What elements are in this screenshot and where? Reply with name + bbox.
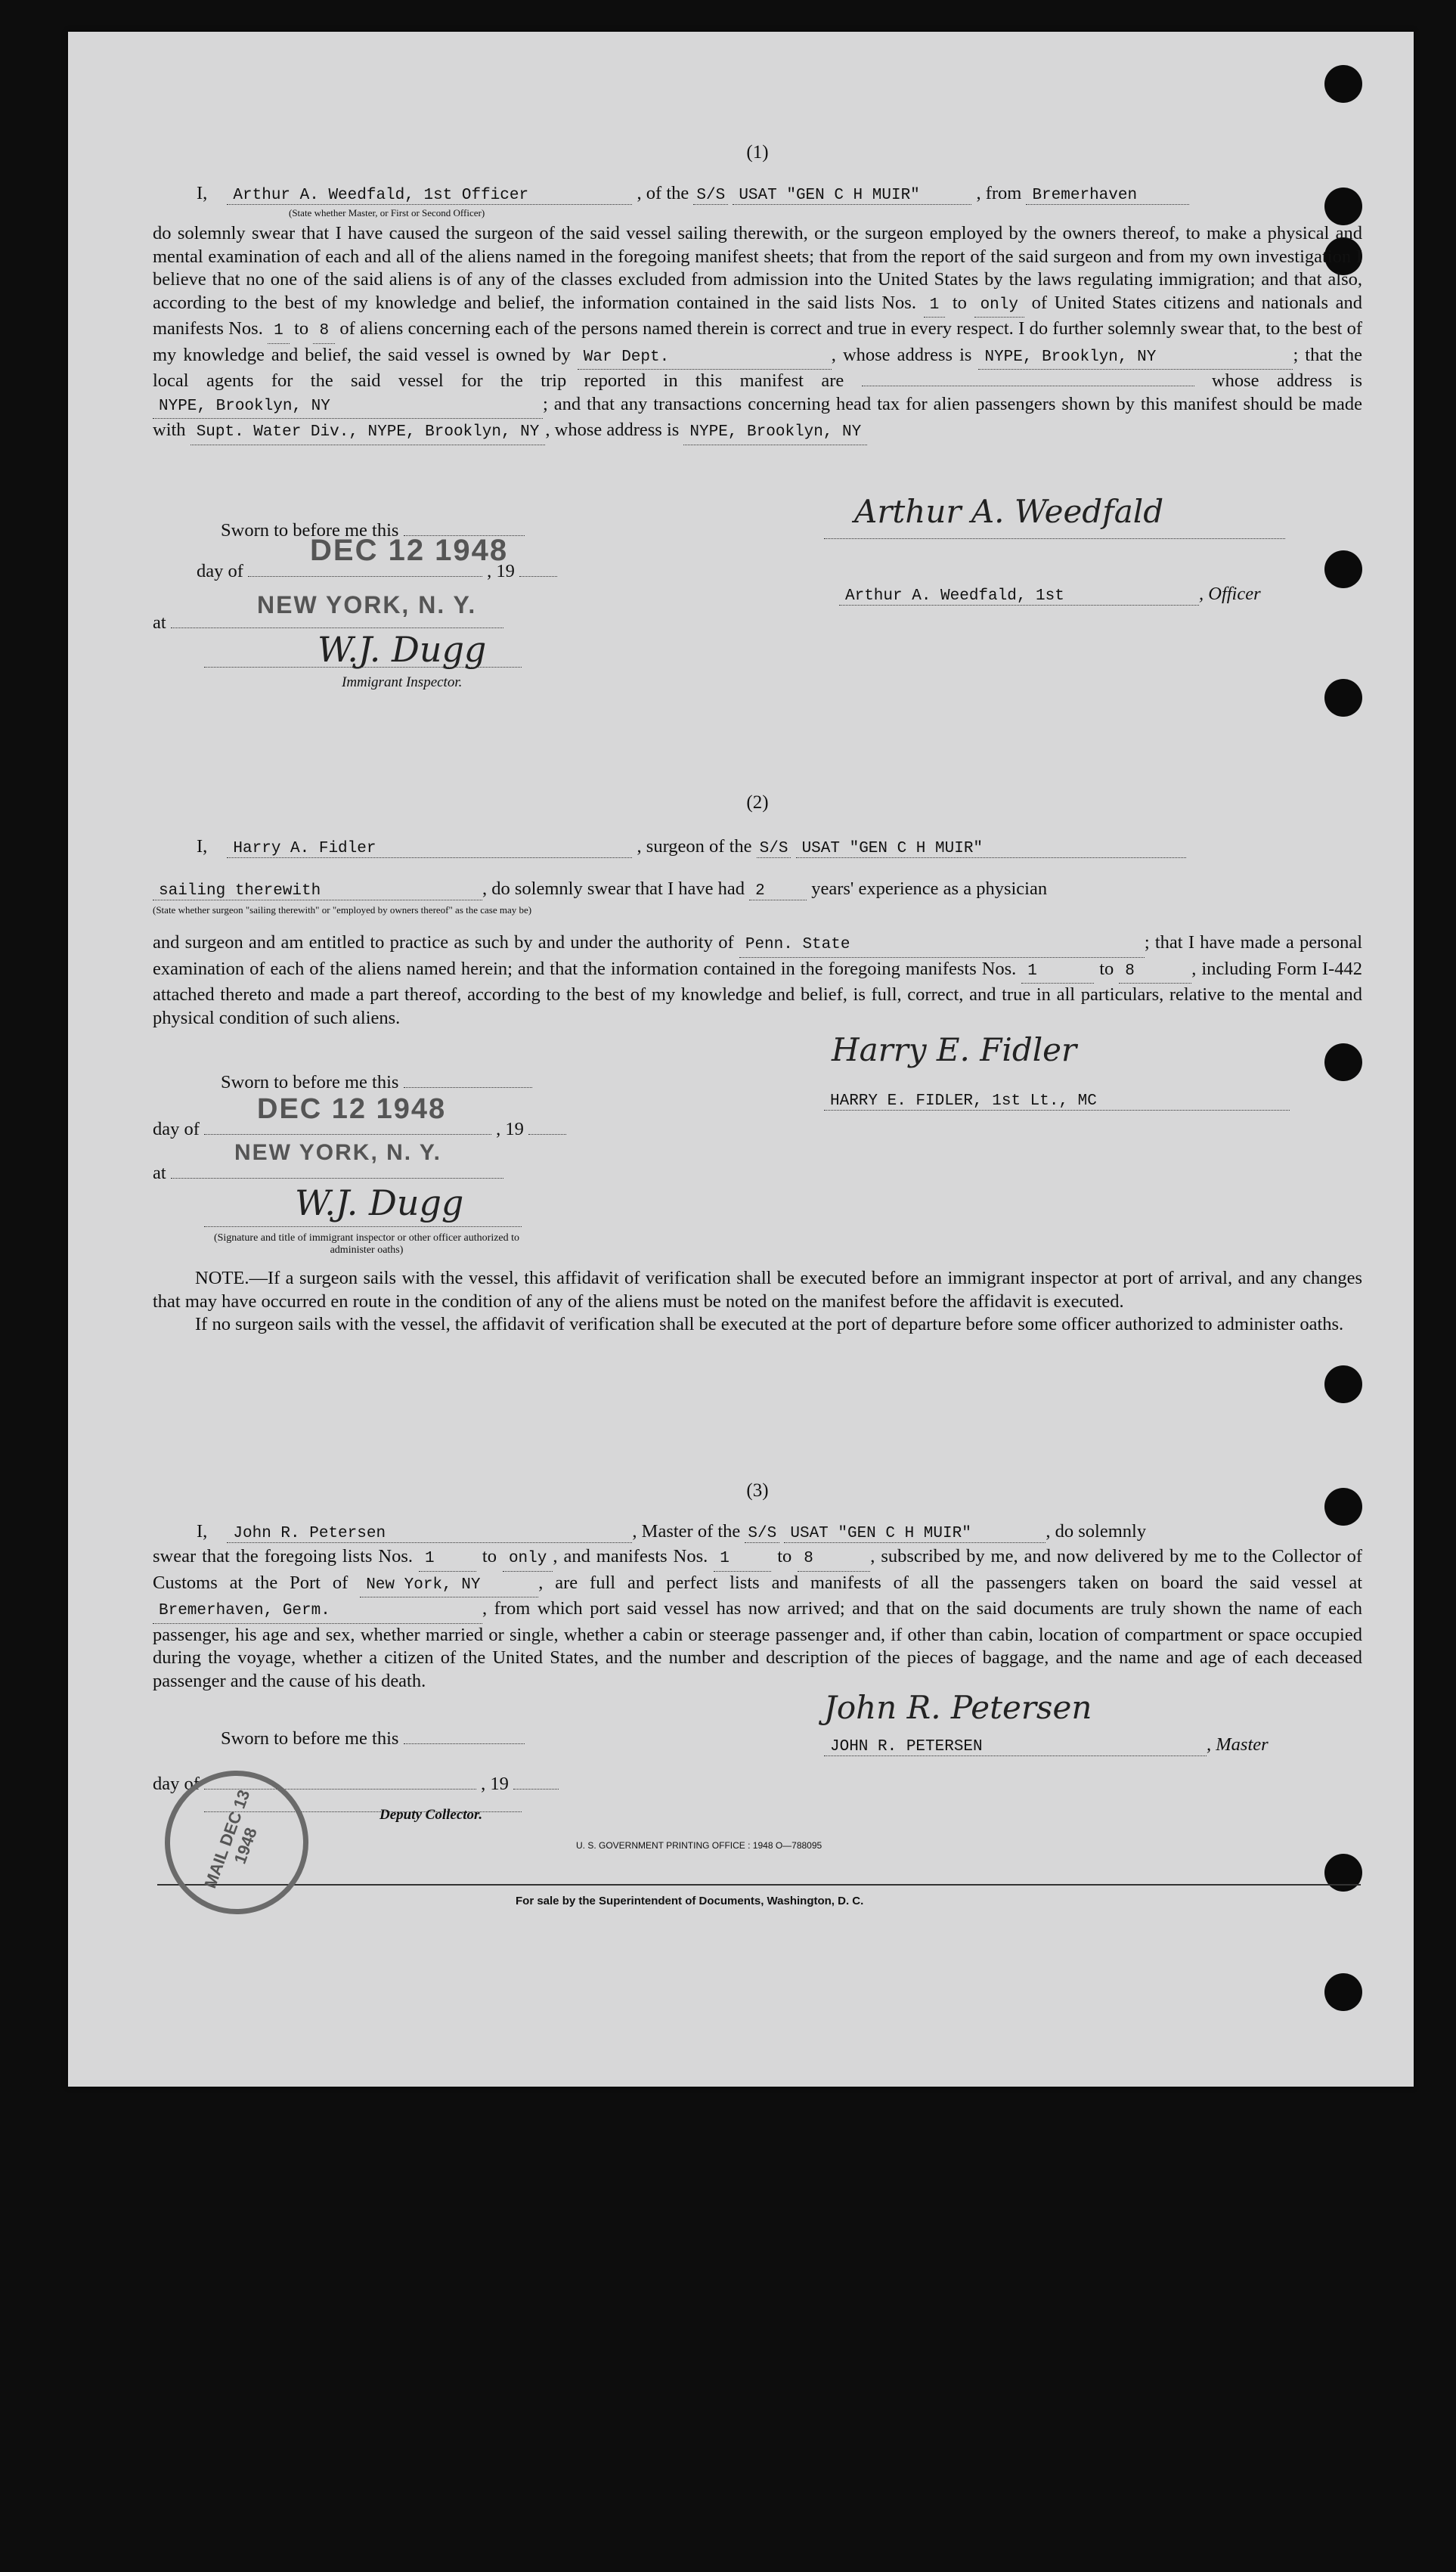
surgeon-typed-line <box>824 1089 1290 1111</box>
oath-text: , subscribed by me, and now delivered by me to the Collector of Customs at the Port of <box>153 1546 1363 1593</box>
year-prefix: , 19 <box>487 561 515 581</box>
vessel-name: USAT "GEN C H MUIR" <box>733 187 971 205</box>
label-years: years' experience as a physician <box>811 879 1048 899</box>
head-tax-party: Supt. Water Div., NYPE, Brooklyn, NY <box>191 421 546 445</box>
master-label: , Master <box>1207 1734 1269 1755</box>
printing-office: U. S. GOVERNMENT PRINTING OFFICE : 1948 O—788095 <box>576 1840 822 1851</box>
day-of-label: day of <box>153 1774 200 1794</box>
oath-text: , including Form I-442 attached thereto and made a part thereof, according to the best of my knowledge and belief, is full, correct, and true in all particulars, relative to the mental and physical condition of such aliens. <box>153 958 1362 1028</box>
label-to: to <box>777 1546 792 1566</box>
manifest-page <box>68 32 1414 2087</box>
manifest-to: 8 <box>1119 960 1191 984</box>
day-of-label: day of <box>153 1119 200 1139</box>
oath-2 <box>153 931 1362 1030</box>
sworn-label: Sworn to before me this <box>221 1072 399 1092</box>
sworn-label: Sworn to before me this <box>221 520 399 541</box>
officer-line <box>197 183 1189 205</box>
oath-text: of United States citizens and nationals and manifests Nos. <box>153 292 1363 339</box>
lists-no: 1 <box>924 294 946 318</box>
oath-text: swear that the foregoing lists Nos. <box>153 1546 413 1566</box>
manifest-from: 1 <box>714 1548 771 1572</box>
years-experience: 2 <box>749 882 807 900</box>
oath-text: whose address is <box>1211 370 1363 391</box>
punch-hole <box>1324 1365 1362 1403</box>
master-typed-name: JOHN R. PETERSEN <box>824 1738 1207 1756</box>
manifest-to: 8 <box>313 320 335 344</box>
punch-hole <box>1324 1973 1362 2011</box>
label-to: to <box>952 292 967 313</box>
vessel-type: S/S <box>745 1525 779 1543</box>
deputy-label: Deputy Collector. <box>379 1807 483 1823</box>
note-1: NOTE.—If a surgeon sails with the vessel, this affidavit of verification shall be executed before an immigrant inspector at port of arrival, and any changes that may have occurred en route in the condition of any of the aliens must be noted on the manifest before the affidavit is executed. <box>153 1268 1362 1312</box>
sworn-line <box>221 1072 532 1093</box>
lists-only: only <box>503 1548 553 1572</box>
officer-typed-name: Arthur A. Weedfald, 1st <box>839 587 1199 606</box>
label-from: , from <box>976 183 1022 203</box>
punch-hole <box>1324 65 1362 103</box>
label-to: to <box>294 318 309 339</box>
manifest-from: 1 <box>268 320 290 344</box>
surgeon-typed-name: HARRY E. FIDLER, 1st Lt., MC <box>824 1092 1290 1111</box>
label-swear: , do solemnly swear that I have had <box>482 879 745 899</box>
sailing-line <box>153 879 1047 900</box>
label-surgeon-of: , surgeon of the <box>637 836 752 857</box>
punch-hole <box>1324 187 1362 225</box>
master-signature: John R. Petersen <box>824 1689 1092 1726</box>
lists-no: 1 <box>419 1548 476 1572</box>
head-tax-address: NYPE, Brooklyn, NY <box>683 421 867 445</box>
oath-text: do solemnly swear that I have caused the surgeon of the said vessel sailing therewith, or the surgeon employed by the owners thereof, to make a physical and mental examination of each and all of the aliens named in the foregoing manifest sheets; that from the report of the said surgeon and from my own investigation I believe that no one of the said aliens is of any of the classes excluded from admission into the United States by the laws regulating immigration; and that also, according to the best of my knowledge and belief, the information contained in the said lists Nos. <box>153 223 1362 313</box>
for-sale-note: For sale by the Superintendent of Documents, Washington, D. C. <box>516 1895 864 1907</box>
at-label: at <box>153 612 166 633</box>
label-to: to <box>482 1546 497 1566</box>
officer-name: Arthur A. Weedfald, 1st Officer <box>227 187 632 205</box>
year-prefix: , 19 <box>496 1119 524 1139</box>
agents-address: NYPE, Brooklyn, NY <box>153 395 543 420</box>
officer-signature: Arthur A. Weedfald <box>854 493 1164 530</box>
label-i: I, <box>197 183 208 203</box>
section-number: (3) <box>746 1480 769 1501</box>
oath-text: , are full and perfect lists and manifests of all the passengers taken on board the said vessel at <box>538 1572 1363 1593</box>
master-typed-line <box>824 1734 1269 1756</box>
owned-by: War Dept. <box>578 346 832 370</box>
sworn-label: Sworn to before me this <box>221 1728 399 1749</box>
label-master-of: , Master of the <box>632 1521 741 1542</box>
vessel-name: USAT "GEN C H MUIR" <box>796 840 1186 858</box>
authority: Penn. State <box>739 934 1145 958</box>
oath-text: port said vessel has now arrived; and that on the said documents are truly shown the name of each passenger, his age and sex, whether married or single, whether a cabin or steerage passenger and, if other than cabin, location of compartment or space occupied during the voyage, whether a citizen of the United States, and the number and description of the pieces of baggage, and the name and age of each deceased passenger and the cause of his death. <box>153 1598 1363 1691</box>
sailing-hint: (State whether surgeon "sailing therewith" or "employed by owners thereof" as the case may be) <box>153 904 532 916</box>
day-of-label: day of <box>197 561 243 581</box>
surgeon-signature: Harry E. Fidler <box>832 1031 1077 1068</box>
surgeon-name: Harry A. Fidler <box>227 840 632 858</box>
label-i: I, <box>197 836 208 857</box>
oath-text: , whose address is <box>545 420 680 440</box>
oath-text: and surgeon and am entitled to practice as such by and under the authority of <box>153 932 734 953</box>
officer-label: , Officer <box>1199 584 1261 604</box>
place-stamp: NEW YORK, N. Y. <box>257 591 477 618</box>
year-prefix: , 19 <box>481 1774 509 1794</box>
lists-only: only <box>974 294 1024 318</box>
embark-place: Bremerhaven, Germ. <box>153 1600 482 1624</box>
day-of-line <box>197 561 557 582</box>
mail-stamp-text: MAIL DEC 13 1948 <box>200 1786 261 1891</box>
officer-typed-line <box>839 584 1261 606</box>
section-number: (2) <box>746 792 769 813</box>
label-solemnly: , do solemnly <box>1046 1521 1147 1542</box>
label-whose-address: , whose address is <box>831 344 972 365</box>
master-name: John R. Petersen <box>227 1525 632 1543</box>
oath-3 <box>153 1545 1362 1693</box>
punch-hole <box>1324 679 1362 717</box>
punch-hole <box>1324 1854 1362 1892</box>
oath-text: , and manifests Nos. <box>553 1546 708 1566</box>
inspector-signature: W.J. Dugg <box>318 629 487 670</box>
punch-hole <box>1324 1043 1362 1081</box>
sailing-status: sailing therewith <box>153 882 482 900</box>
sworn-line <box>221 1728 525 1749</box>
label-of-the: , of the <box>637 183 689 203</box>
port: New York, NY <box>360 1574 538 1598</box>
oath-text: , from which <box>482 1598 583 1619</box>
at-label: at <box>153 1163 166 1183</box>
day-of-line <box>153 1119 566 1140</box>
inspector-label: Immigrant Inspector. <box>342 674 463 690</box>
inspector-signature: W.J. Dugg <box>295 1182 464 1223</box>
oath-1 <box>153 222 1362 445</box>
note-2: If no surgeon sails with the vessel, the affidavit of verification shall be executed at the port of departure before some officer authorized to administer oaths. <box>195 1314 1344 1334</box>
vessel-name: USAT "GEN C H MUIR" <box>784 1525 1046 1543</box>
manifest-to: 8 <box>798 1548 870 1572</box>
manifest-from: 1 <box>1021 960 1094 984</box>
vessel-type: S/S <box>693 187 728 205</box>
oath-text: of aliens concerning each of the persons named therein is correct and true in every respect. I do further solemnly swear that, to the best of my knowledge and belief, the said vessel is owned by <box>153 318 1363 365</box>
section-number: (1) <box>746 142 769 163</box>
footer-rule <box>157 1884 1361 1886</box>
note <box>153 1267 1362 1337</box>
place-stamp: NEW YORK, N. Y. <box>234 1140 441 1165</box>
vessel-type: S/S <box>757 840 792 858</box>
oath-text: ; that the local agents for the said vessel for the trip reported in this manifest are <box>153 344 1363 391</box>
label-i: I, <box>197 1521 208 1542</box>
date-stamp: DEC 12 1948 <box>257 1093 447 1125</box>
surgeon-line <box>197 836 1186 858</box>
inspector-sig-label: (Signature and title of immigrant inspector or other officer authorized to administer oaths) <box>213 1232 520 1256</box>
officer-hint: (State whether Master, or First or Second Officer) <box>289 207 485 218</box>
from-port: Bremerhaven <box>1026 187 1189 205</box>
punch-hole <box>1324 550 1362 588</box>
label-to: to <box>1099 958 1114 979</box>
master-line <box>197 1521 1146 1543</box>
oath-text: ; and that any transactions concerning head tax for alien passengers shown by this manifest should be made with <box>153 393 1362 440</box>
owner-address: NYPE, Brooklyn, NY <box>978 346 1293 370</box>
at-line <box>153 1163 503 1184</box>
date-stamp: DEC 12 1948 <box>310 534 509 567</box>
oath-text: ; that I have made a personal examination of each of the aliens named herein; and that the information contained in the foregoing manifests Nos. <box>153 932 1363 979</box>
